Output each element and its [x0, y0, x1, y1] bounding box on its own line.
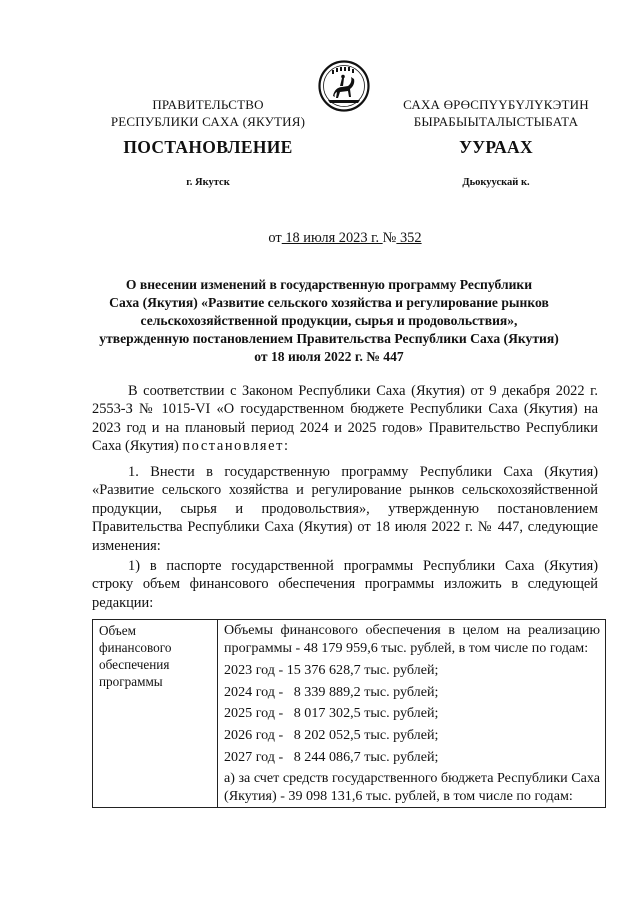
row-label-line2: финансового [99, 640, 172, 655]
year-2025-amount: 2025 год - 8 017 302,5 тыс. рублей; [224, 705, 439, 722]
city-sah: Дьокуускай к. [462, 177, 530, 188]
resolves-word: постановляет: [182, 438, 290, 455]
year-2027-amount: 2027 год - 8 244 086,7 тыс. рублей; [224, 748, 439, 765]
preamble-paragraph [92, 382, 598, 456]
coat-of-arms-icon [318, 60, 370, 112]
title-line5: от 18 июля 2022 г. № 447 [254, 349, 404, 364]
year-2026-amount: 2026 год - 8 202 052,5 тыс. рублей; [224, 726, 439, 743]
decree-title [92, 276, 566, 366]
date-line [92, 230, 598, 247]
financing-intro: Объемы финансового обеспечения в целом на реализацию программы - 48 179 959,6 тыс. рублей, в том числе по годам: [224, 622, 600, 656]
row-value-cell [218, 620, 606, 808]
doc-type-ru: ПОСТАНОВЛЕНИЕ [123, 137, 293, 157]
government-name-ru [92, 96, 324, 130]
financing-table [92, 619, 606, 808]
government-name-sah-line1: САХА ӨРӨСПҮҮБҮЛҮКЭТИН [403, 97, 589, 112]
year-2023-amount: 2023 год - 15 376 628,7 тыс. рублей; [224, 662, 439, 679]
year-2024-amount: 2024 год - 8 339 889,2 тыс. рублей; [224, 683, 439, 700]
government-name-ru-line2: РЕСПУБЛИКИ САХА (ЯКУТИЯ) [110, 114, 306, 129]
government-name-ru-line1: ПРАВИТЕЛЬСТВО [152, 97, 264, 112]
item-1-paragraph: 1. Внести в государственную программу Республики Саха (Якутия) «Развитие сельского хозяйства и регулирование рынков сельскохозяйственной продукции, сырья и продовольствия», утвержденную постановлением Правительства Республики Саха (Якутия) от 18 июля 2022 г. № 447, следующие изменения: [92, 464, 598, 554]
row-label-line1: Объем [99, 623, 136, 638]
subitem-1-paragraph: 1) в паспорте государственной программы Республики Саха (Якутия) строку объем финансового обеспечения программы изложить в следующей редакции: [92, 558, 598, 611]
government-name-sah [390, 96, 602, 130]
date-prefix: от [268, 230, 282, 246]
preamble-text: В соответствии с Законом Республики Саха (Якутия) от 9 декабря 2022 г. 2553-З № 1015-VI «О государственном бюджете Республики Саха (Якутия) на 2023 год и на плановый период 2024 и 2025 годов» Правительство Республики Саха (Якутия) [92, 383, 598, 455]
row-label-line4: программы [99, 674, 163, 689]
decree-date: 18 июля 2023 г. [281, 230, 383, 246]
title-line3: сельскохозяйственной продукции, сырья и продовольствия», [140, 313, 518, 328]
row-label-cell [93, 620, 218, 808]
row-label-line3: обеспечения [99, 657, 170, 672]
title-line1: О внесении изменений в государственную программу Республики [125, 277, 533, 292]
table-row [93, 620, 606, 808]
number-sign: № [382, 230, 397, 246]
government-name-sah-line2: БЫРАБЫЫТАЛЫСТЫБАТА [413, 114, 579, 129]
decree-number: 352 [396, 230, 422, 246]
title-line4: утвержденную постановлением Правительства Республики Саха (Якутия) [99, 331, 559, 346]
city-ru: г. Якутск [186, 177, 230, 188]
doc-type-sah: УУРААХ [459, 137, 533, 157]
regional-budget-subitem: а) за счет средств государственного бюджета Республики Саха (Якутия) - 39 098 131,6 тыс. рублей, в том числе по годам: [224, 770, 600, 804]
title-line2: Саха (Якутия) «Развитие сельского хозяйства и регулирование рынков [109, 295, 549, 310]
